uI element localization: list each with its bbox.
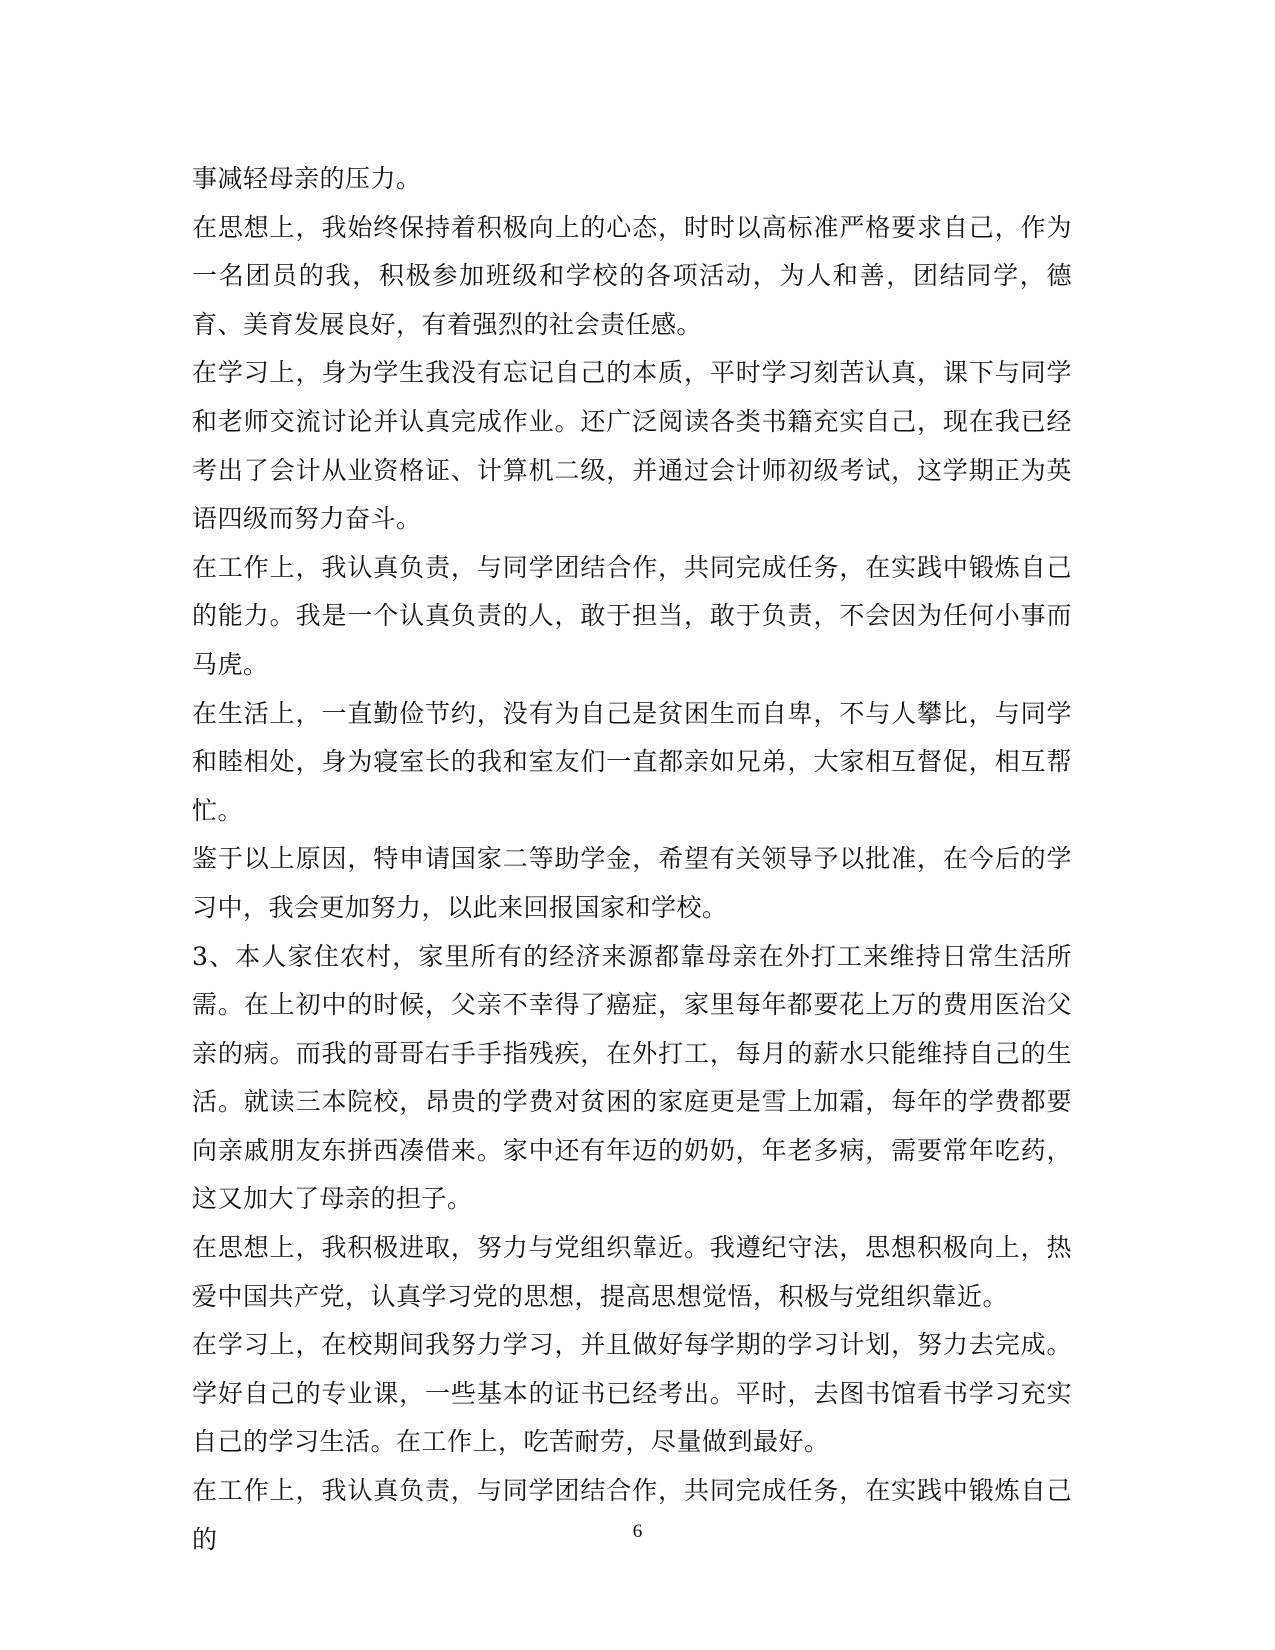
body-text xyxy=(192,155,1072,1564)
paragraph: 在工作上，我认真负责，与同学团结合作，共同完成任务，在实践中锻炼自己的 xyxy=(192,1476,1072,1554)
paragraph: 事减轻母亲的压力。 xyxy=(192,164,422,193)
page-number: 6 xyxy=(632,1521,643,1542)
paragraph: 鉴于以上原因，特申请国家二等助学金，希望有关领导予以批准，在今后的学习中，我会更加努力，以此来回报国家和学校。 xyxy=(192,844,1072,922)
paragraph: 在学习上，身为学生我没有忘记自己的本质，平时学习刻苦认真，课下与同学和老师交流讨论并认真完成作业。还广泛阅读各类书籍充实自己，现在我已经考出了会计从业资格证、计算机二级，并通过会计师初级考试，这学期正为英语四级而努力奋斗。 xyxy=(192,358,1072,534)
paragraph: 在学习上，在校期间我努力学习，并且做好每学期的学习计划，努力去完成。学好自己的专业课，一些基本的证书已经考出。平时，去图书馆看书学习充实自己的学习生活。在工作上，吃苦耐劳，尽量做到最好。 xyxy=(192,1330,1072,1457)
paragraph: 在思想上，我始终保持着积极向上的心态，时时以高标准严格要求自己，作为一名团员的我，积极参加班级和学校的各项活动，为人和善，团结同学，德育、美育发展良好，有着强烈的社会责任感。 xyxy=(192,212,1072,339)
paragraph: 在工作上，我认真负责，与同学团结合作，共同完成任务，在实践中锻炼自己的能力。我是一个认真负责的人，敢于担当，敢于负责，不会因为任何小事而马虎。 xyxy=(192,552,1072,679)
paragraph: 在思想上，我积极进取，努力与党组织靠近。我遵纪守法，思想积极向上，热爱中国共产党，认真学习党的思想，提高思想觉悟，积极与党组织靠近。 xyxy=(192,1233,1072,1311)
paragraph: 在生活上，一直勤俭节约，没有为自己是贫困生而自卑，不与人攀比，与同学和睦相处，身为寝室长的我和室友们一直都亲如兄弟，大家相互督促，相互帮忙。 xyxy=(192,698,1072,825)
paragraph: 3、本人家住农村，家里所有的经济来源都靠母亲在外打工来维持日常生活所需。在上初中的时候，父亲不幸得了癌症，家里每年都要花上万的费用医治父亲的病。而我的哥哥右手手指残疾，在外打工，每月的薪水只能维持自己的生活。就读三本院校，昂贵的学费对贫困的家庭更是雪上加霜，每年的学费都要向亲戚朋友东拼西凑借来。家中还有年迈的奶奶，年老多病，需要常年吃药，这又加大了母亲的担子。 xyxy=(192,941,1072,1214)
